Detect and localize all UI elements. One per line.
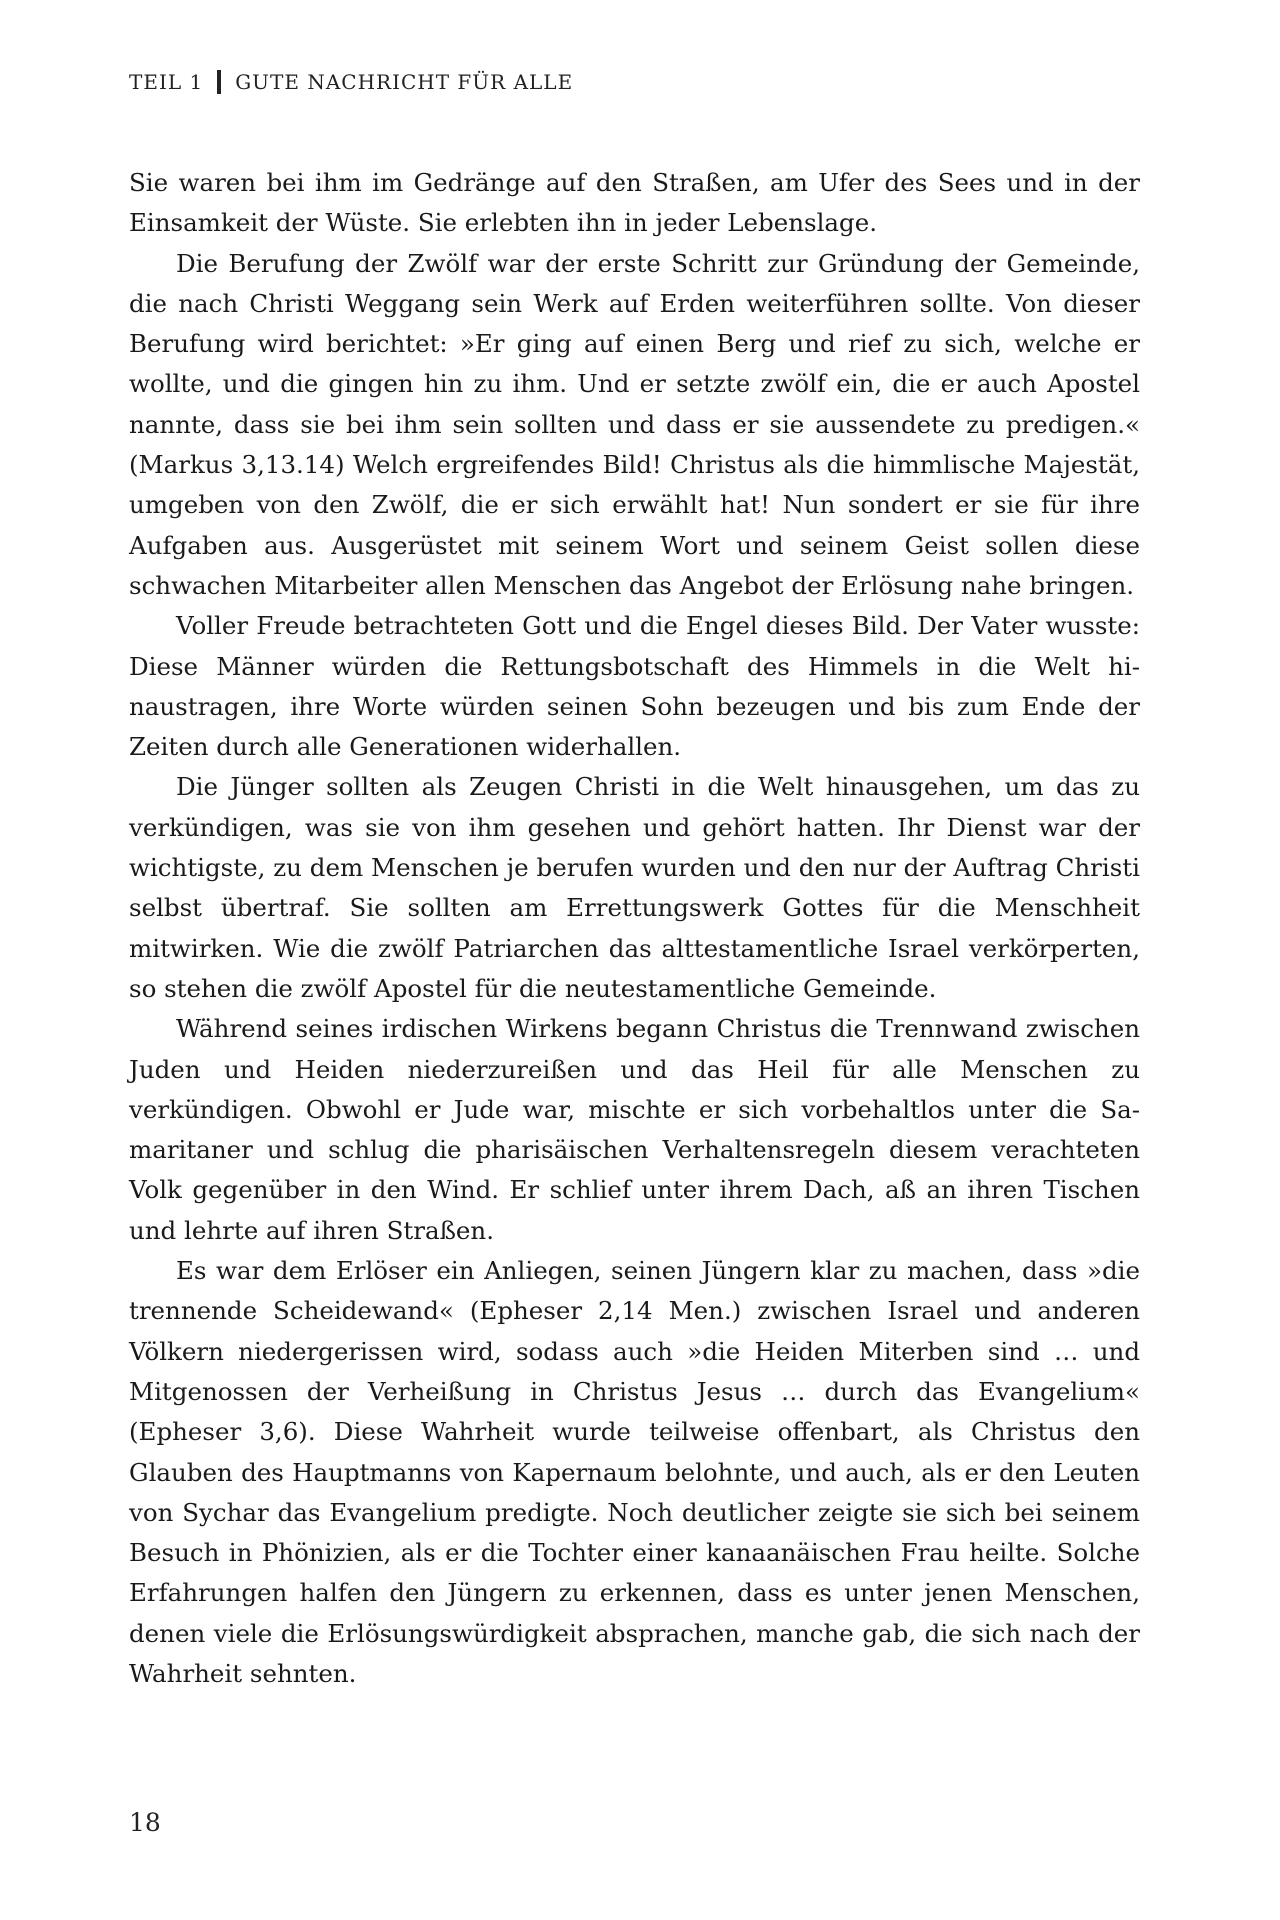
page-number: 18 bbox=[129, 1808, 161, 1837]
header-title: GUTE NACHRICHT FÜR ALLE bbox=[235, 70, 574, 94]
body-text bbox=[129, 163, 1140, 1694]
paragraph: Die Jünger sollten als Zeugen Christi in die Welt hinausgehen, um das zu verkündigen, was sie von ihm gesehen und gehört hatten. Ihr Dienst war der wichtigste, zu dem Menschen je berufen wurden und den nur der Auftrag Christi selbst übertraf. Sie sollten am Errettungswerk Gottes für die Menschheit mitwirken. Wie die zwölf Patriarchen das alttestamentliche Israel verkörperten, so stehen die zwölf Apostel für die neutestamentliche Gemeinde. bbox=[129, 772, 1140, 1003]
paragraph: Voller Freude betrachteten Gott und die Engel dieses Bild. Der Vater wusste: Diese Männer würden die Rettungsbotschaft des Himmels in die Welt hinaustragen, ihre Worte würden seinen Sohn bezeugen und bis zum Ende der Zeiten durch alle Generationen widerhallen. bbox=[129, 611, 1140, 762]
paragraph: Während seines irdischen Wirkens begann Christus die Trennwand zwischen Juden und Heiden niederzureißen und das Heil für alle Menschen zu verkündigen. Obwohl er Jude war, mischte er sich vorbehaltlos unter die Samaritaner und schlug die pharisäischen Verhaltensregeln diesem verachteten Volk gegenüber in den Wind. Er schlief unter ihrem Dach, aß an ihren Tischen und lehrte auf ihren Straßen. bbox=[129, 1014, 1140, 1245]
paragraph: Sie waren bei ihm im Gedränge auf den Straßen, am Ufer des Sees und in der Einsamkeit der Wüste. Sie erlebten ihn in jeder Lebenslage. bbox=[129, 168, 1140, 238]
header-part: TEIL 1 bbox=[129, 70, 204, 94]
header-divider bbox=[217, 70, 221, 94]
paragraph: Es war dem Erlöser ein Anliegen, seinen Jüngern klar zu machen, dass »die trennende Scheidewand« (Epheser 2,14 Men.) zwischen Israel und anderen Völkern niedergerissen wird, sodass auch »die Heiden Miterben sind … und Mitgenossen der Verheißung in Christus Jesus … durch das Evangelium« (Epheser 3,6). Diese Wahrheit wurde teilweise offenbart, als Christus den Glauben des Hauptmanns von Kapernaum belohnte, und auch, als er den Leuten von Sychar das Evangelium predigte. Noch deutlicher zeigte sie sich bei seinem Besuch in Phönizien, als er die Tochter einer kanaanäischen Frau heilte. Solche Erfahrungen halfen den Jüngern zu erkennen, dass es unter jenen Menschen, denen viele die Erlösungswürdigkeit absprachen, manche gab, die sich nach der Wahrheit sehnten. bbox=[129, 1256, 1140, 1688]
running-header bbox=[129, 70, 573, 94]
paragraph: Die Berufung der Zwölf war der erste Schritt zur Gründung der Gemeinde, die nach Christi Weggang sein Werk auf Erden weiterführen sollte. Von dieser Berufung wird berichtet: »Er ging auf einen Berg und rief zu sich, welche er wollte, und die gingen hin zu ihm. Und er setzte zwölf ein, die er auch Apostel nannte, dass sie bei ihm sein sollten und dass er sie aussendete zu predigen.« (Markus 3,13.14) Welch ergreifendes Bild! Christus als die himmlische Majestät, umgeben von den Zwölf, die er sich erwählt hat! Nun sondert er sie für ihre Aufgaben aus. Ausgerüstet mit seinem Wort und seinem Geist sollen diese schwachen Mitarbeiter allen Menschen das Angebot der Erlösung nahe bringen. bbox=[129, 248, 1140, 600]
